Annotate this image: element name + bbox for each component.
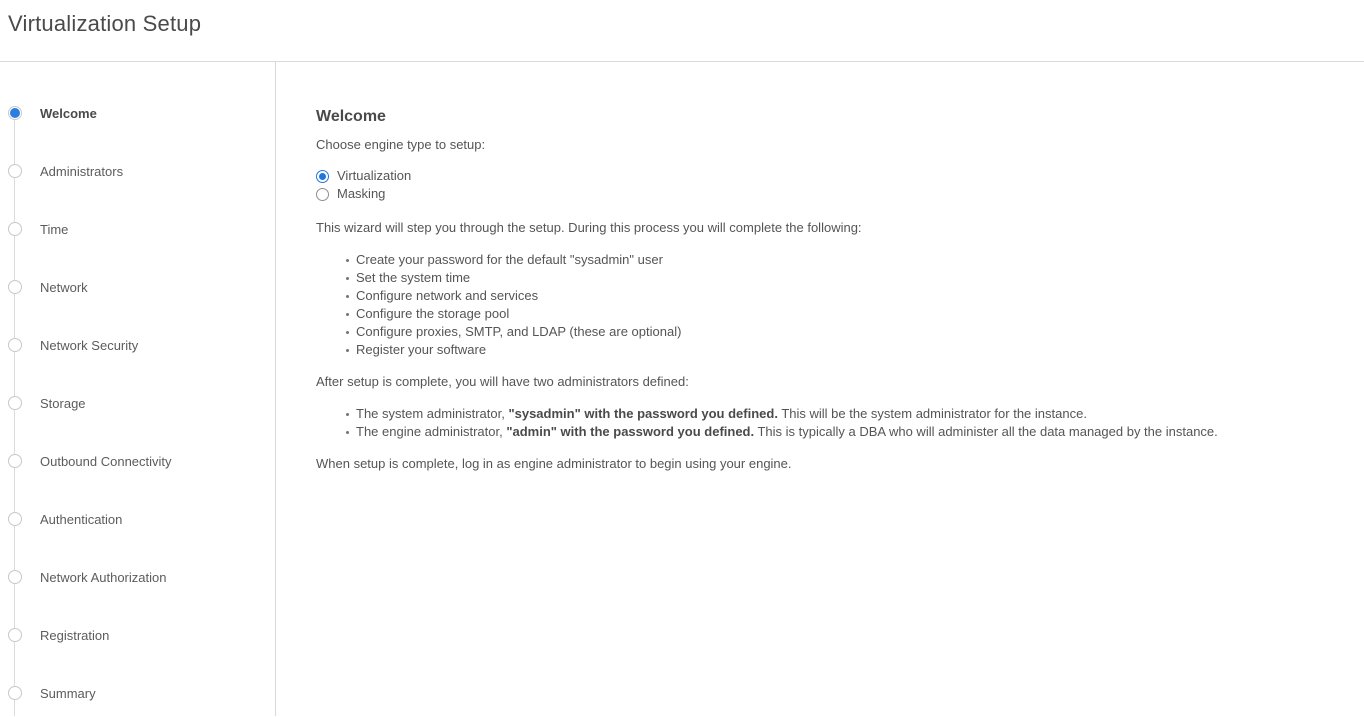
setup-task-list — [316, 251, 1324, 359]
administrator-list-item — [316, 405, 1324, 423]
engine-option-virtualization[interactable] — [316, 167, 1324, 185]
admin-item-post-text: This will be the system administrator for the instance. — [777, 406, 1087, 421]
engine-type-radio-group — [316, 167, 1324, 203]
sidebar-step-time[interactable] — [0, 200, 275, 258]
step-label: Network — [40, 279, 88, 295]
sidebar-step-authentication[interactable] — [0, 490, 275, 548]
step-radio-icon — [8, 686, 22, 700]
wizard-steps-list — [0, 84, 275, 717]
step-label: Network Authorization — [40, 569, 167, 585]
administrators-list — [316, 405, 1324, 441]
task-list-item: Configure the storage pool — [316, 305, 1324, 323]
admin-item-post-text: This is typically a DBA who will administer all the data managed by the instance. — [754, 424, 1218, 439]
step-radio-icon — [8, 396, 22, 410]
step-label: Welcome — [40, 105, 97, 121]
admin-item-pre-text: The engine administrator, — [356, 424, 507, 439]
step-radio-icon — [8, 512, 22, 526]
task-list-item: Register your software — [316, 341, 1324, 359]
task-list-item: Configure proxies, SMTP, and LDAP (these are optional) — [316, 323, 1324, 341]
task-list-item: Configure network and services — [316, 287, 1324, 305]
sidebar-step-outbound-connectivity[interactable] — [0, 432, 275, 490]
intro-paragraph: This wizard will step you through the setup. During this process you will complete the following: — [316, 220, 862, 235]
body-layout — [0, 62, 1364, 716]
sidebar-step-administrators[interactable] — [0, 142, 275, 200]
step-label: Registration — [40, 627, 110, 643]
content-heading: Welcome — [316, 108, 386, 125]
admins-intro-paragraph: After setup is complete, you will have two administrators defined: — [316, 374, 689, 389]
administrator-list-item — [316, 423, 1324, 441]
step-label: Authentication — [40, 511, 123, 527]
step-label: Network Security — [40, 337, 139, 353]
admin-item-bold-text: "admin" with the password you defined. — [506, 424, 755, 439]
step-label: Administrators — [40, 163, 124, 179]
choose-engine-label: Choose engine type to setup: — [316, 137, 486, 152]
step-radio-icon — [8, 222, 22, 236]
step-label: Storage — [40, 395, 86, 411]
step-label: Outbound Connectivity — [40, 453, 172, 469]
masking-radio[interactable] — [316, 188, 329, 201]
step-radio-icon — [8, 628, 22, 642]
step-radio-icon — [8, 164, 22, 178]
sidebar-step-network-security[interactable] — [0, 316, 275, 374]
page-title: Virtualization Setup — [8, 11, 202, 36]
outro-paragraph: When setup is complete, log in as engine administrator to begin using your engine. — [316, 456, 792, 471]
step-radio-selected-icon — [8, 106, 22, 120]
admin-item-pre-text: The system administrator, — [356, 406, 509, 421]
step-radio-icon — [8, 338, 22, 352]
admin-item-bold-text: "sysadmin" with the password you defined. — [508, 406, 778, 421]
page-header — [0, 0, 1364, 62]
sidebar-step-storage[interactable] — [0, 374, 275, 432]
sidebar-step-network[interactable] — [0, 258, 275, 316]
sidebar-step-summary[interactable] — [0, 664, 275, 717]
wizard-stepper-sidebar — [0, 62, 276, 716]
wizard-content-panel — [276, 62, 1364, 716]
step-radio-icon — [8, 280, 22, 294]
sidebar-step-welcome[interactable] — [0, 84, 275, 142]
radio-label: Virtualization — [337, 168, 412, 183]
sidebar-step-network-authorization[interactable] — [0, 548, 275, 606]
step-radio-icon — [8, 454, 22, 468]
step-radio-icon — [8, 570, 22, 584]
virtualization-radio[interactable] — [316, 170, 329, 183]
step-label: Time — [40, 221, 69, 237]
task-list-item: Set the system time — [316, 269, 1324, 287]
sidebar-step-registration[interactable] — [0, 606, 275, 664]
task-list-item: Create your password for the default "sysadmin" user — [316, 251, 1324, 269]
engine-option-masking[interactable] — [316, 185, 1324, 203]
step-label: Summary — [40, 685, 96, 701]
radio-label: Masking — [337, 186, 386, 201]
